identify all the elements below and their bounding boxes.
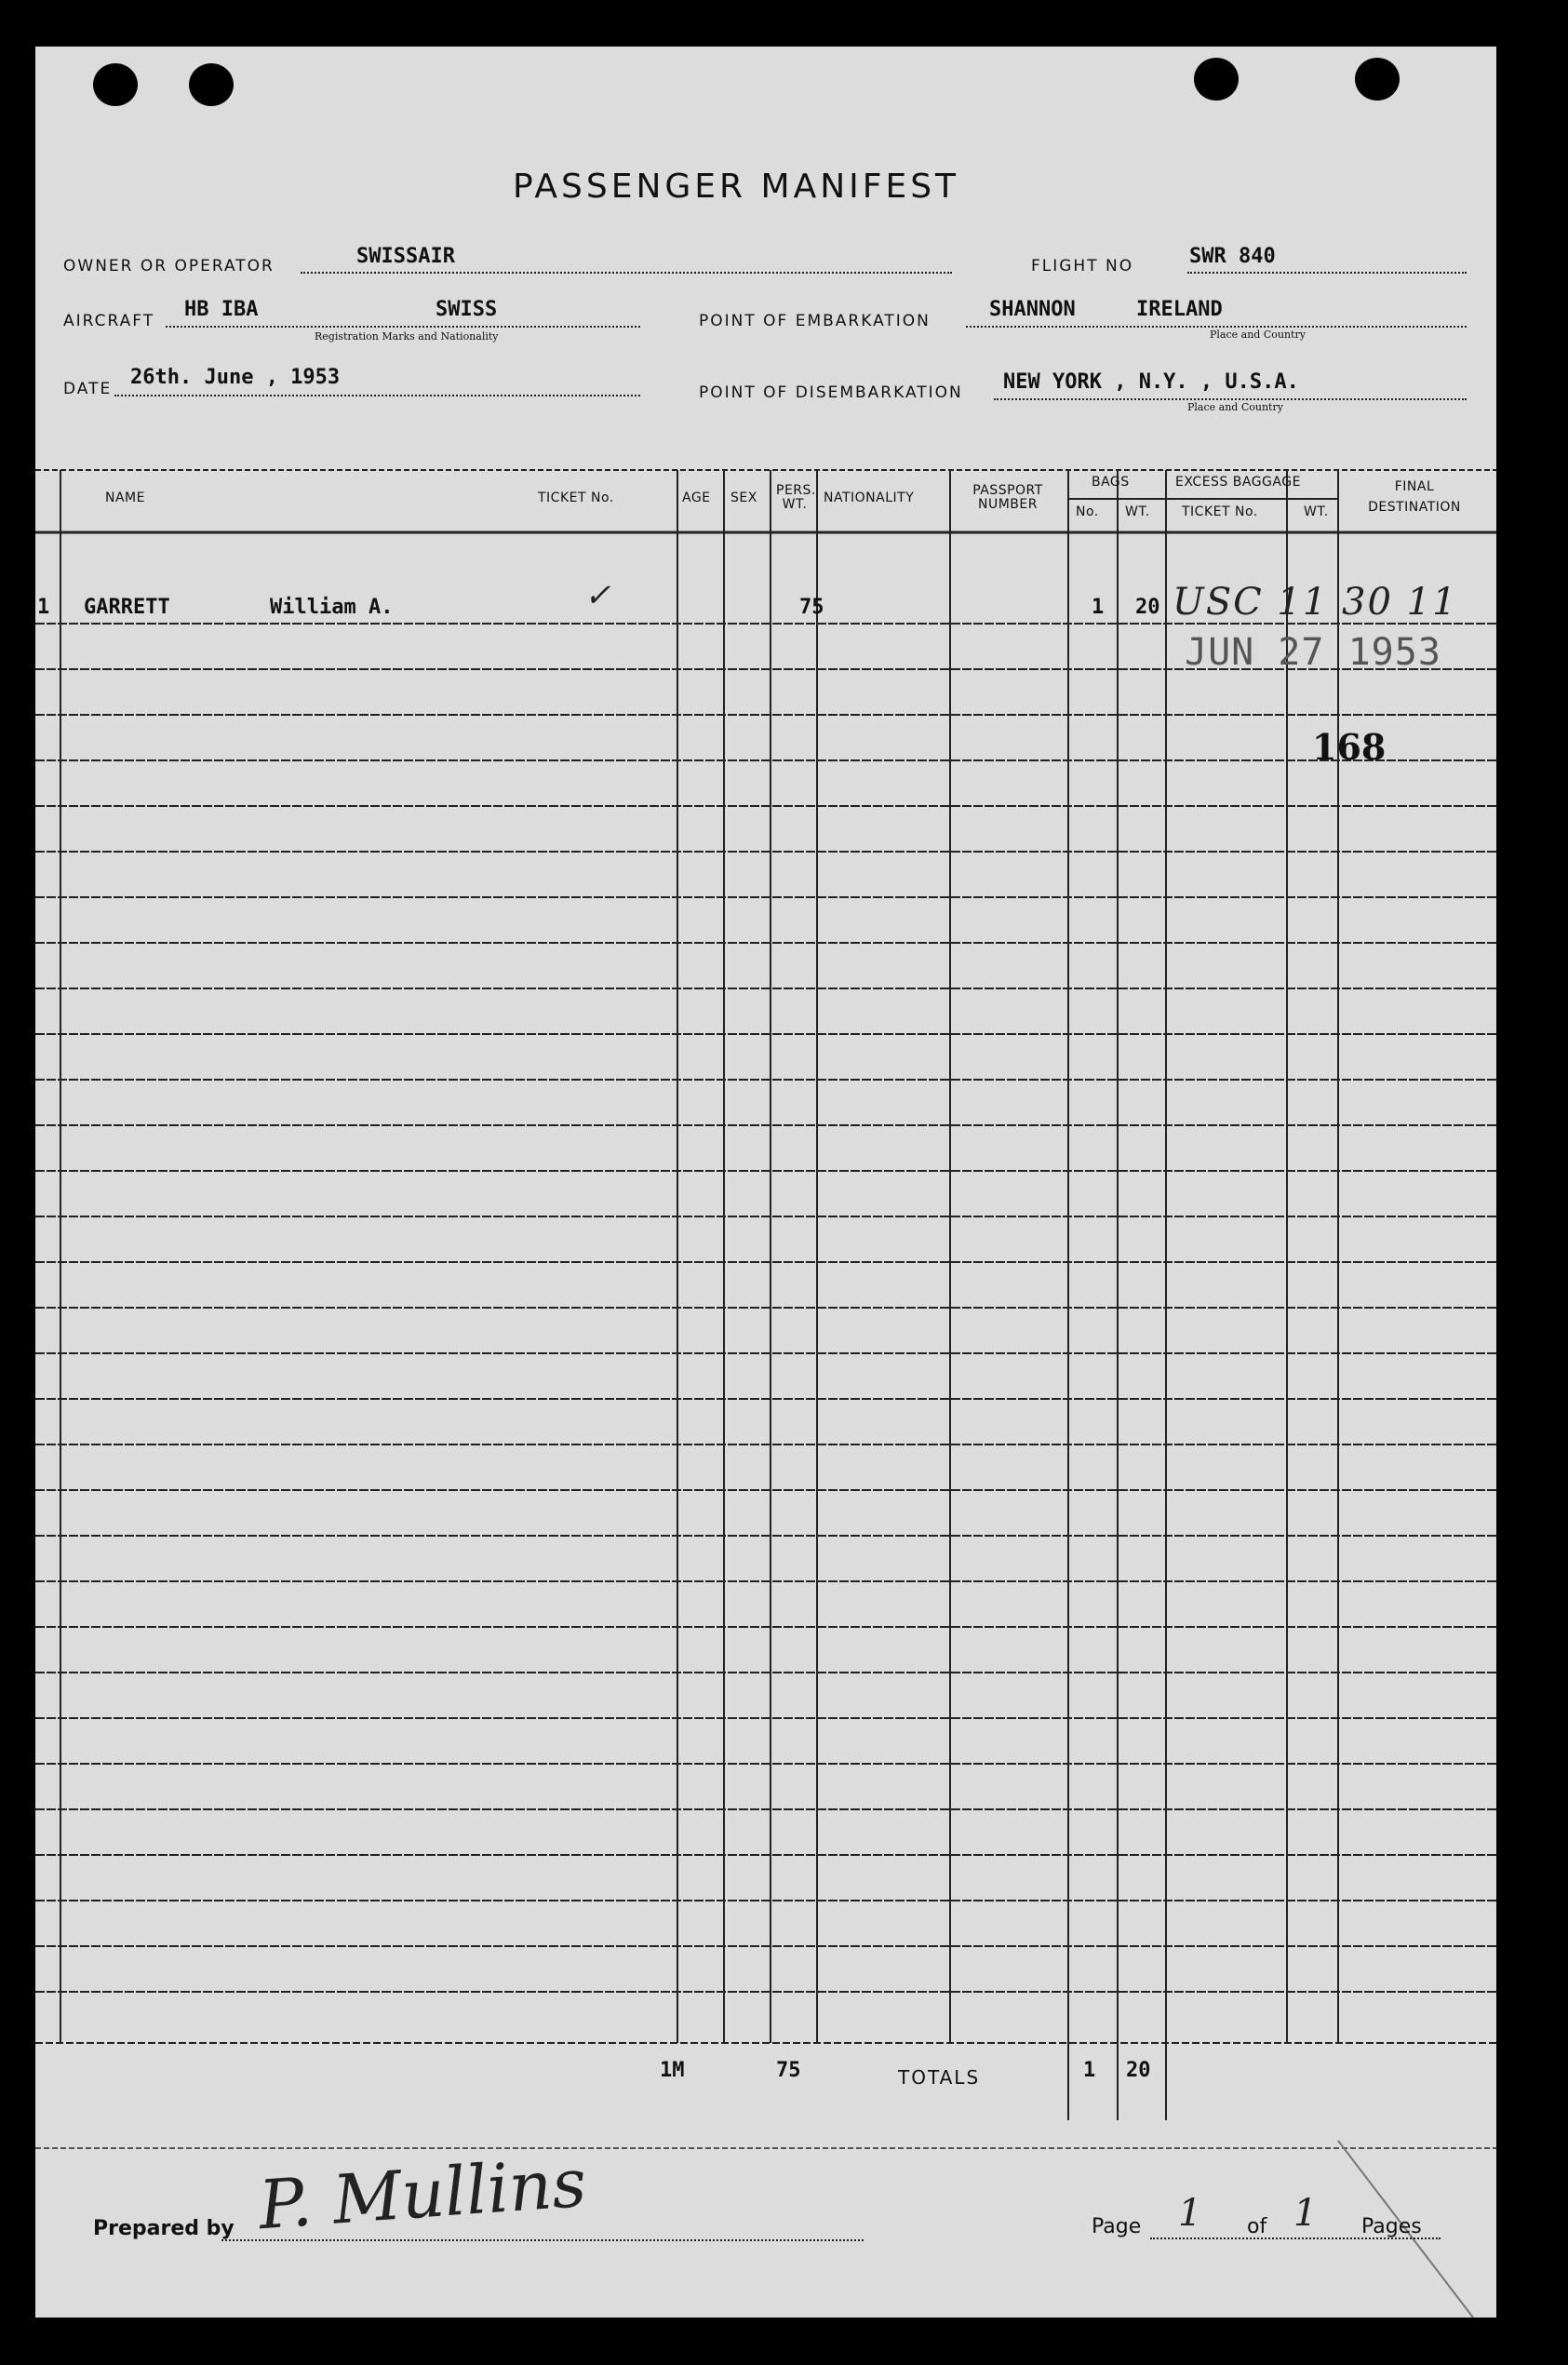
col-excess: EXCESS BAGGAGE <box>1175 475 1301 490</box>
page-label: Page <box>1092 2215 1142 2238</box>
passenger-surname: GARRETT <box>84 596 170 619</box>
page-total: 1 <box>1293 2192 1318 2235</box>
col-passport <box>952 484 1064 512</box>
total-sex: 1M <box>660 2059 685 2082</box>
date-label: DATE <box>63 380 113 398</box>
col-pers-wt-top: PERS. <box>776 483 816 498</box>
col-excess-wt: WT. <box>1304 504 1329 519</box>
manifest-grid <box>35 47 1496 2318</box>
passenger-bags-wt: 20 <box>1135 596 1160 619</box>
excess-ticket-handwritten: USC 11 30 11 <box>1173 581 1458 624</box>
flight-label: FLIGHT NO <box>1031 257 1134 275</box>
col-nationality: NATIONALITY <box>824 490 915 505</box>
col-bags-wt: WT. <box>1125 504 1150 519</box>
row-number: 1 <box>37 596 50 619</box>
col-name: NAME <box>105 490 145 505</box>
aircraft-nationality: SWISS <box>436 298 498 321</box>
aircraft-label: AIRCRAFT <box>63 312 155 330</box>
disembarkation-value: NEW YORK , N.Y. , U.S.A. <box>1003 370 1299 394</box>
pages-suffix: Pages <box>1361 2215 1422 2238</box>
col-passport-top: PASSPORT <box>972 483 1043 498</box>
page-current: 1 <box>1178 2192 1202 2235</box>
passenger-pers-wt: 75 <box>799 596 824 619</box>
signature: P. Mullins <box>256 2143 589 2245</box>
flight-value: SWR 840 <box>1189 245 1276 268</box>
total-bags-no: 1 <box>1083 2059 1096 2082</box>
embarkation-place: SHANNON <box>989 298 1076 321</box>
aircraft-marks: HB IBA <box>184 298 259 321</box>
col-final-bottom: DESTINATION <box>1368 500 1461 515</box>
stamp-number: 168 <box>1312 726 1387 768</box>
check-mark: ✓ <box>584 577 611 614</box>
passenger-bags-no: 1 <box>1092 596 1105 619</box>
col-ticket: TICKET No. <box>538 490 614 505</box>
disembarkation-label: POINT OF DISEMBARKATION <box>699 383 963 402</box>
col-final-top: FINAL <box>1394 479 1435 494</box>
col-age: AGE <box>682 490 711 505</box>
prepared-by-label: Prepared by <box>93 2217 235 2240</box>
date-stamp: JUN 27 1953 <box>1185 631 1441 674</box>
col-final <box>1345 477 1484 517</box>
page-of-label: of <box>1247 2215 1267 2238</box>
total-bags-wt: 20 <box>1126 2059 1151 2082</box>
total-pers-wt: 75 <box>776 2059 801 2082</box>
totals-label: TOTALS <box>898 2066 981 2089</box>
col-passport-bottom: NUMBER <box>978 497 1038 512</box>
passenger-given-name: William A. <box>270 596 394 619</box>
embarkation-country: IRELAND <box>1136 298 1223 321</box>
owner-value: SWISSAIR <box>356 245 455 268</box>
page-title: PASSENGER MANIFEST <box>513 168 960 206</box>
manifest-sheet <box>35 47 1496 2318</box>
disembarkation-sub: Place and Country <box>1187 401 1283 413</box>
date-value: 26th. June , 1953 <box>130 366 341 389</box>
col-excess-ticket: TICKET No. <box>1182 504 1258 519</box>
col-bags: BAGS <box>1092 475 1130 490</box>
aircraft-sub: Registration Marks and Nationality <box>315 330 499 343</box>
col-pers-wt <box>776 483 816 512</box>
col-bags-no: No. <box>1076 504 1099 519</box>
embarkation-label: POINT OF EMBARKATION <box>699 312 931 330</box>
embarkation-sub: Place and Country <box>1210 329 1306 341</box>
col-pers-wt-bottom: WT. <box>782 497 808 512</box>
owner-label: OWNER OR OPERATOR <box>63 257 275 275</box>
col-sex: SEX <box>730 490 757 505</box>
